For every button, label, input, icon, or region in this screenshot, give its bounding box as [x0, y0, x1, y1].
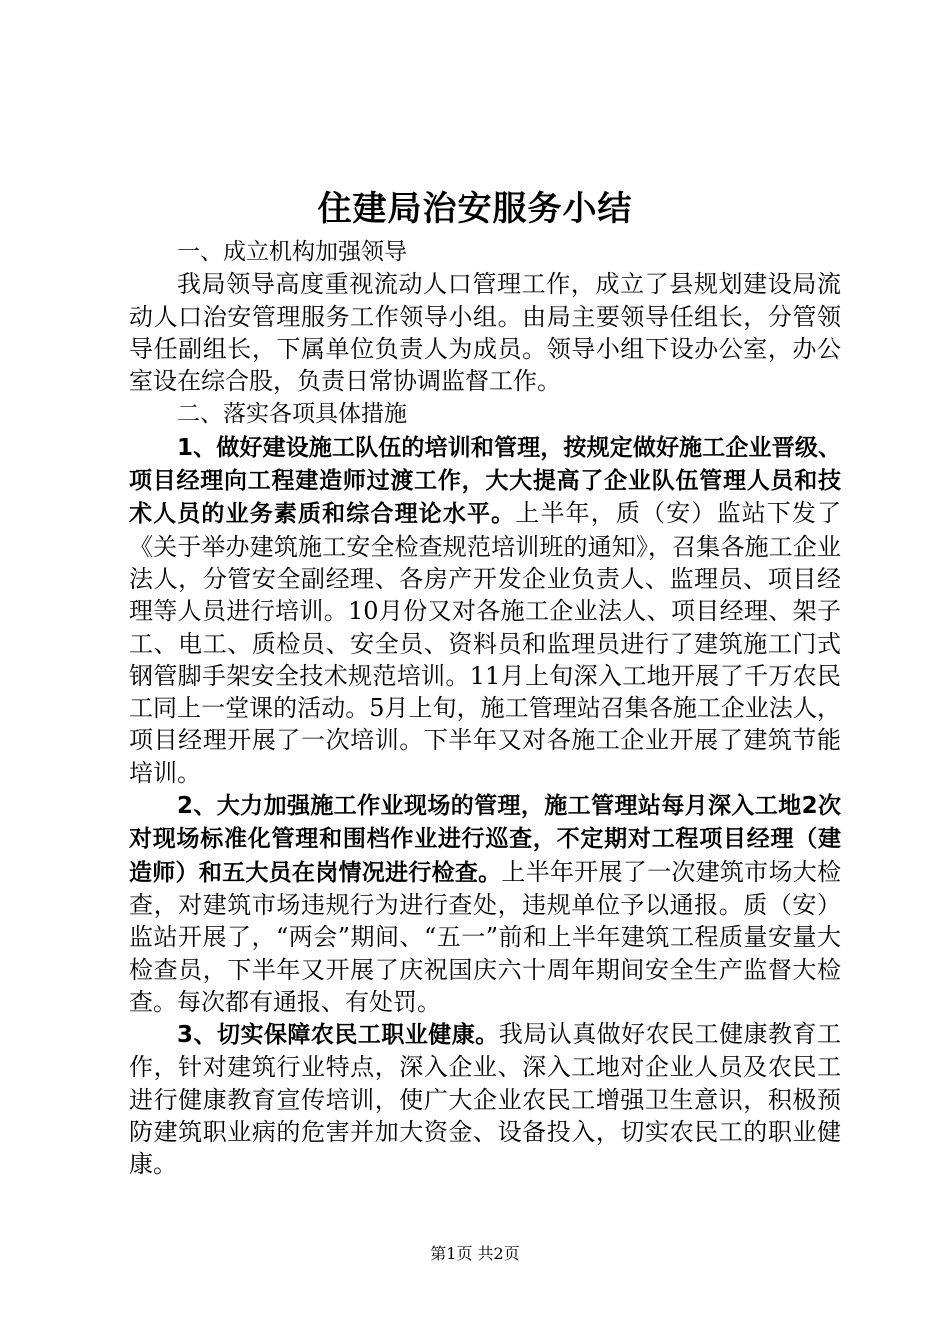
item-3-paragraph — [129, 1018, 841, 1180]
item-1-lead: 1、做好建设施工队伍的培训和管理，按规定做好施工企业晋级、项目经理向工程建造师过渡工作，大大提高了企业队伍管理人员和技术人员的业务素质和综合理论水平。 — [129, 434, 841, 528]
document-body — [129, 235, 841, 1181]
document-title: 住建局治安服务小结 — [317, 189, 633, 229]
section-1-heading: 一、成立机构加强领导 — [177, 239, 407, 265]
item-2-lead: 2、大力加强施工作业现场的管理，施工管理站每月深入工地2次对现场标准化管理和围档作业进行巡查，不定期对工程项目经理（建造师）和五大员在岗情况进行检查。 — [129, 793, 841, 886]
page-footer: 第1页 共2页 — [430, 1244, 520, 1263]
section-heading — [129, 397, 841, 430]
section-heading — [129, 235, 841, 268]
section-1-paragraph: 我局领导高度重视流动人口管理工作，成立了县规划建设局流动人口治安管理服务工作领导小组。由局主要领导任组长，分管领导任副组长，下属单位负责人为成员。领导小组下设办公室，办公室设在综合股，负责日常协调监督工作。 — [129, 270, 841, 396]
item-3-body: 我局认真做好农民工健康教育工作，针对建筑行业特点，深入企业、深入工地对企业人员及农民工进行健康教育宣传培训，使广大企业农民工增强卫生意识，积极预防建筑职业病的危害并加大资金、设备投入，切实农民工的职业健康。 — [129, 1020, 842, 1179]
item-1-body: 上半年，质（安）监站下发了《关于举办建筑施工安全检查规范培训班的通知》，召集各施工企业法人，分管安全副经理、各房产开发企业负责人、监理员、项目经理等人员进行培训。10月份又对各施工企业法人、项目经理、架子工、电工、质检员、安全员、资料员和监理员进行了建筑施工门式钢管脚手架安全技术规范培训。11月上旬深入工地开展了千万农民工同上一堂课的活动。5月上旬，施工管理站召集各施工企业法人，项目经理开展了一次培训。下半年又对各施工企业开展了建筑节能培训。 — [129, 499, 842, 787]
item-2-body: 上半年开展了一次建筑市场大检查，对建筑市场违规行为进行查处，违规单位予以通报。质（安）监站开展了，“两会”期间、“五一”前和上半年建筑工程质量安量大检查员，下半年又开展了庆祝国庆六十周年期间安全生产监督大检查。每次都有通报、有处罚。 — [129, 857, 842, 1016]
section-2-heading: 二、落实各项具体措施 — [177, 401, 407, 428]
item-2-paragraph — [129, 789, 841, 1018]
item-3-lead: 3、切实保障农民工职业健康。 — [177, 1022, 499, 1049]
item-1-paragraph — [129, 431, 841, 789]
